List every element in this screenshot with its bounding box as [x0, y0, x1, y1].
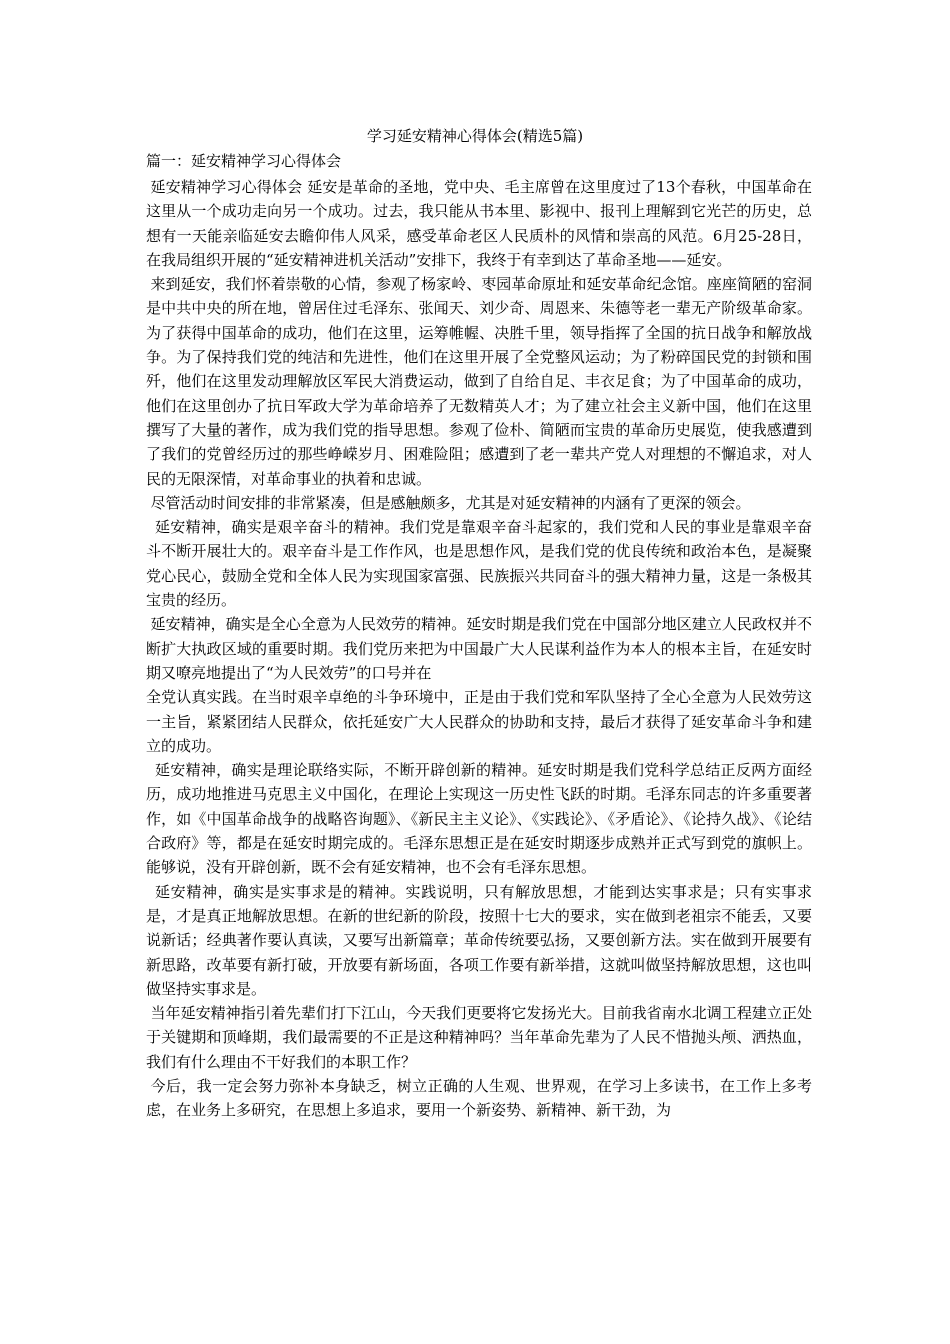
paragraph: 今后，我一定会努力弥补本身缺乏，树立正确的人生观、世界观，在学习上多读书，在工作上多考虑，在业务上多研究，在思想上多追求，要用一个新姿势、新精神、新干劲，为	[146, 1076, 812, 1120]
paragraph: 当年延安精神指引着先辈们打下江山，今天我们更要将它发扬光大。目前我省南水北调工程建立正处于关键期和顶峰期，我们最需要的不正是这种精神吗？当年革命先辈为了人民不惜抛头颅、洒热血，我们有什么理由不干好我们的本职工作？	[146, 1004, 812, 1071]
document-body	[146, 175, 812, 1123]
paragraph: 全党认真实践。在当时艰辛卓绝的斗争环境中，正是由于我们党和军队坚持了全心全意为人民效劳这一主旨，紧紧团结人民群众，依托延安广大人民群众的协助和支持，最后才获得了延安革命斗争和建立的成功。	[146, 688, 812, 755]
paragraph: 来到延安，我们怀着崇敬的心情，参观了杨家岭、枣园革命原址和延安革命纪念馆。座座简陋的窑洞是中共中央的所在地，曾居住过毛泽东、张闻天、刘少奇、周恩来、朱德等老一辈无产阶级革命家。为了获得中国革命的成功，他们在这里，运筹帷幄、决胜千里，领导指挥了全国的抗日战争和解放战争。为了保持我们党的纯洁和先进性，他们在这里开展了全党整风运动；为了粉碎国民党的封锁和围歼，他们在这里发动理解放区军民大消费运动，做到了自给自足、丰衣足食；为了中国革命的成功，他们在这里创办了抗日军政大学为革命培养了无数精英人才；为了建立社会主义新中国，他们在这里撰写了大量的著作，成为我们党的指导思想。参观了俭朴、简陋而宝贵的革命历史展览，使我感遭到了我们的党曾经历过的那些峥嵘岁月、困难险阻；感遭到了老一辈共产党人对理想的不懈追求，对人民的无限深情，对革命事业的执着和忠诚。	[146, 275, 812, 488]
paragraph: 尽管活动时间安排的非常紧凑，但是感触颇多，尤其是对延安精神的内涵有了更深的领会。	[150, 493, 751, 512]
paragraph: 延安精神，确实是艰辛奋斗的精神。我们党是靠艰辛奋斗起家的，我们党和人民的事业是靠艰辛奋斗不断开展壮大的。艰辛奋斗是工作作风，也是思想作风，是我们党的优良传统和政治本色，是凝聚党心民心，鼓励全党和全体人民为实现国家富强、民族振兴共同奋斗的强大精神力量，这是一条极其宝贵的经历。	[146, 518, 812, 610]
paragraph: 延安精神，确实是理论联络实际，不断开辟创新的精神。延安时期是我们党科学总结正反两方面经历，成功地推进马克思主义中国化，在理论上实现这一历史性飞跃的时期。毛泽东同志的许多重要著作，如《中国革命战争的战略咨询题》、《新民主主义论》、《实践论》、《矛盾论》、《论持久战》、《论结合政府》等，都是在延安时期完成的。毛泽东思想正是在延安时期逐步成熟并正式写到党的旗帜上。能够说，没有开辟创新，既不会有延安精神，也不会有毛泽东思想。	[146, 761, 812, 877]
document-title: 学习延安精神心得体会(精选5篇)	[366, 127, 584, 145]
paragraph: 延安精神学习心得体会 延安是革命的圣地，党中央、毛主席曾在这里度过了13个春秋，中国革命在这里从一个成功走向另一个成功。过去，我只能从书本里、影视中、报刊上理解到它光芒的历史，总想有一天能亲临延安去瞻仰伟人风采，感受革命老区人民质朴的风情和崇高的风范。6月25-28日，在我局组织开展的“延安精神进机关活动”安排下，我终于有幸到达了革命圣地——延安。	[146, 178, 812, 269]
section-heading: 篇一：延安精神学习心得体会	[146, 152, 342, 170]
paragraph: 延安精神，确实是实事求是的精神。实践说明，只有解放思想，才能到达实事求是；只有实事求是，才是真正地解放思想。在新的世纪新的阶段，按照十七大的要求，实在做到老祖宗不能丢，又要说新话；经典著作要认真读，又要写出新篇章；革命传统要弘扬，又要创新方法。实在做到开展要有新思路，改革要有新打破，开放要有新场面，各项工作要有新举措，这就叫做坚持解放思想，这也叫做坚持实事求是。	[146, 882, 812, 998]
paragraph: 延安精神，确实是全心全意为人民效劳的精神。延安时期是我们党在中国部分地区建立人民政权并不断扩大执政区域的重要时期。我们党历来把为中国最广大人民谋利益作为本人的根本主旨，在延安时期又嘹亮地提出了“为人民效劳”的口号并在	[146, 615, 812, 682]
